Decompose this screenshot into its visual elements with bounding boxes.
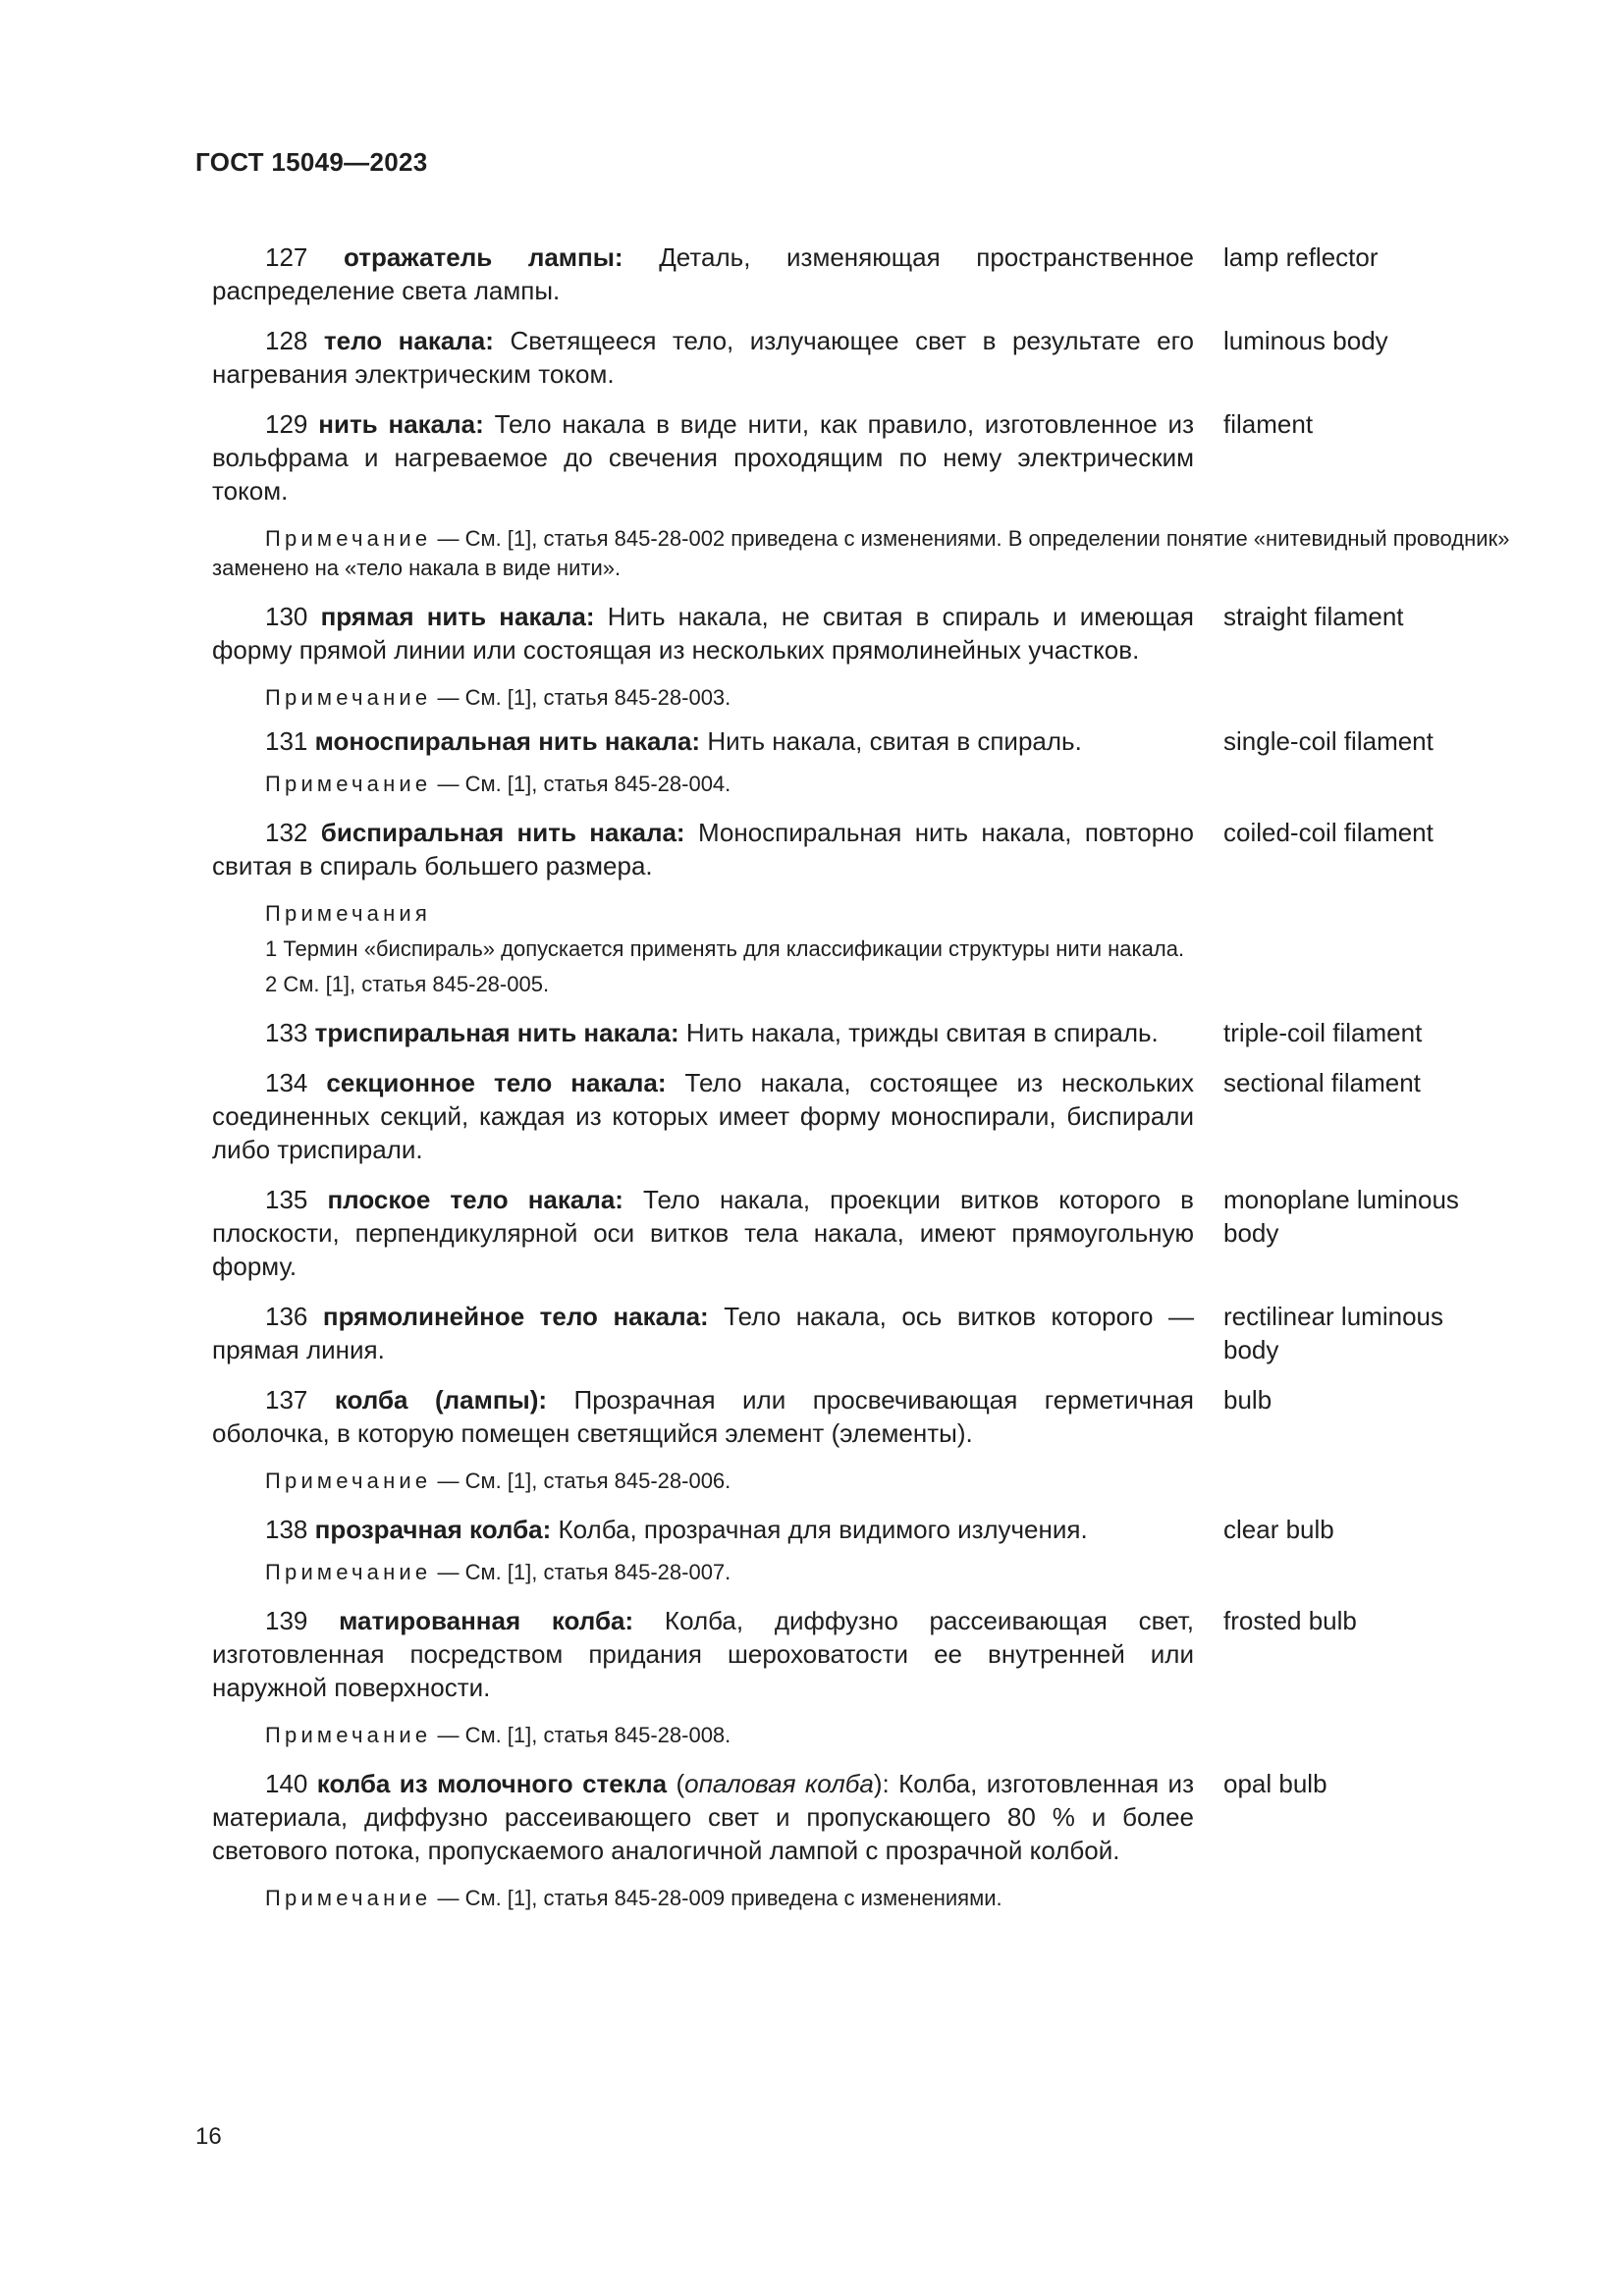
note-label: Примечание	[265, 1560, 432, 1584]
definition-text: Нить накала, трижды свитая в спираль.	[678, 1018, 1159, 1047]
term-number: 132	[265, 818, 308, 847]
term-definition	[212, 816, 1194, 882]
note-text: — См. [1], статья 845-28-008.	[431, 1723, 731, 1747]
note	[212, 1467, 1513, 1496]
term-name: колба из молочного стекла	[316, 1769, 668, 1798]
term-name: тело накала:	[323, 326, 494, 355]
definition-text: Деталь, изменяющая пространственное распределение света лампы.	[212, 242, 1194, 305]
term-definition	[212, 724, 1194, 758]
term-name: плоское тело накала:	[327, 1185, 623, 1214]
note-text: — См. [1], статья 845-28-009 приведена с изменениями.	[431, 1886, 1002, 1910]
term-number: 135	[265, 1185, 308, 1214]
definition-text: Колба, прозрачная для видимого излучения.	[551, 1515, 1088, 1544]
term-entry-134	[212, 1066, 1508, 1166]
term-number: 133	[265, 1018, 308, 1047]
definition-text: Прозрачная или просвечивающая герметичная оболочка, в которую помещен светящийся элемент (элементы).	[212, 1385, 1194, 1448]
note-text: — См. [1], статья 845-28-002 приведена с изменениями. В определении понятие «нитевидный проводник» заменено на «тело накала в виде нити».	[212, 526, 1510, 580]
term-definition	[212, 1183, 1194, 1283]
term-entry-133	[212, 1016, 1508, 1049]
term-definition	[212, 1383, 1194, 1450]
term-name: матированная колба:	[339, 1606, 634, 1635]
definition-text: Тело накала, ось витков которого — прямая линия.	[212, 1302, 1195, 1364]
note-label: Примечание	[265, 1723, 432, 1747]
note-item-2: 2 См. [1], статья 845-28-005.	[265, 972, 550, 996]
term-definition	[212, 324, 1194, 391]
term-definition	[212, 600, 1194, 667]
term-name: прозрачная колба:	[314, 1515, 552, 1544]
term-number: 140	[265, 1769, 308, 1798]
term-definition	[212, 1066, 1194, 1166]
term-entry-136	[212, 1300, 1508, 1366]
term-name: прямолинейное тело накала:	[322, 1302, 709, 1331]
term-number: 134	[265, 1068, 308, 1097]
term-name: прямая нить накала:	[320, 602, 595, 631]
term-entry-130	[212, 600, 1508, 667]
note-text: — См. [1], статья 845-28-007.	[431, 1560, 731, 1584]
document-header: ГОСТ 15049—2023	[195, 147, 428, 177]
term-number: 130	[265, 602, 308, 631]
note	[212, 1558, 1513, 1587]
note-label: Примечание	[265, 685, 432, 710]
alt-term: опаловая колба	[684, 1769, 874, 1798]
english-equivalent: rectilinear luminous body	[1223, 1302, 1443, 1364]
term-definition	[212, 1016, 1194, 1049]
definition-text: Тело накала в виде нити, как правило, изготовленное из вольфрама и нагреваемое до свечения проходящим по нему электрическим током.	[212, 409, 1195, 506]
english-equivalent: luminous body	[1223, 326, 1388, 355]
term-number: 129	[265, 409, 308, 439]
term-number: 131	[265, 726, 308, 756]
term-name: секционное тело накала:	[326, 1068, 667, 1097]
note-text: — См. [1], статья 845-28-003.	[431, 685, 731, 710]
page-number: 16	[195, 2123, 222, 2150]
term-number: 137	[265, 1385, 308, 1415]
term-definition	[212, 1604, 1194, 1704]
term-entry-138	[212, 1513, 1508, 1546]
term-entry-132	[212, 816, 1508, 882]
term-entry-129	[212, 407, 1508, 507]
note-label: Примечание	[265, 1886, 432, 1910]
english-equivalent: frosted bulb	[1223, 1606, 1357, 1635]
term-definition	[212, 1300, 1194, 1366]
term-name: моноспиральная нить накала:	[314, 726, 701, 756]
note-item-1: 1 Термин «биспираль» допускается применять для классификации структуры нити накала.	[265, 936, 1185, 961]
term-entry-139	[212, 1604, 1508, 1704]
note	[212, 770, 1513, 799]
term-name: колба (лампы):	[334, 1385, 548, 1415]
term-definition	[212, 1767, 1194, 1867]
note-text: — См. [1], статья 845-28-006.	[431, 1468, 731, 1493]
term-definition	[212, 407, 1194, 507]
note	[212, 524, 1513, 583]
english-equivalent: single-coil filament	[1223, 726, 1434, 756]
english-equivalent: monoplane luminous body	[1223, 1185, 1459, 1248]
definition-text: Тело накала, проекции витков которого в плоскости, перпендикулярной оси витков тела накала, имеют прямоугольную форму.	[212, 1185, 1194, 1281]
definition-text: Тело накала, состоящее из нескольких соединенных секций, каждая из которых имеет форму моноспирали, биспирали либо триспирали.	[212, 1068, 1194, 1164]
note	[212, 1884, 1513, 1913]
note-label: Примечание	[265, 1468, 432, 1493]
english-equivalent: sectional filament	[1223, 1068, 1421, 1097]
term-name: нить накала:	[318, 409, 484, 439]
english-equivalent: bulb	[1223, 1385, 1272, 1415]
term-number: 128	[265, 326, 308, 355]
definition-text: Нить накала, свитая в спираль.	[700, 726, 1082, 756]
english-equivalent: triple-coil filament	[1223, 1018, 1423, 1047]
term-definition	[212, 240, 1194, 307]
term-entry-140	[212, 1767, 1508, 1867]
term-number: 138	[265, 1515, 308, 1544]
term-entry-127	[212, 240, 1508, 307]
definition-text: Нить накала, не свитая в спираль и имеющая форму прямой линии или состоящая из нескольких прямолинейных участков.	[212, 602, 1195, 665]
term-name: биспиральная нить накала:	[320, 818, 685, 847]
term-entry-137	[212, 1383, 1508, 1450]
english-equivalent: coiled-coil filament	[1223, 818, 1434, 847]
note-label: Примечание	[265, 772, 432, 796]
definition-text: Светящееся тело, излучающее свет в результате его нагревания электрическим током.	[212, 326, 1194, 389]
note-text: — См. [1], статья 845-28-004.	[431, 772, 731, 796]
definition-text: Колба, изготовленная из материала, диффузно рассеивающего свет и пропускающего 80 % и более светового потока, пропускаемого аналогичной лампой с прозрачной колбой.	[212, 1769, 1194, 1865]
english-equivalent: filament	[1223, 409, 1314, 439]
alt-close: ):	[873, 1769, 890, 1798]
term-number: 127	[265, 242, 308, 272]
english-equivalent: straight filament	[1223, 602, 1404, 631]
term-entry-135	[212, 1183, 1508, 1283]
definition-text: Моноспиральная нить накала, повторно свитая в спираль большего размера.	[212, 818, 1194, 881]
definition-text: Колба, диффузно рассеивающая свет, изготовленная посредством придания шероховатости ее внутренней или наружной поверхности.	[212, 1606, 1194, 1702]
term-name: отражатель лампы:	[344, 242, 623, 272]
note	[212, 683, 1513, 713]
term-entry-128	[212, 324, 1508, 391]
alt-open: (	[667, 1769, 685, 1798]
term-number: 136	[265, 1302, 308, 1331]
notes-label: Примечания	[265, 901, 432, 926]
terms-list	[212, 240, 1508, 1913]
term-number: 139	[265, 1606, 308, 1635]
note-label: Примечание	[265, 526, 432, 551]
note	[212, 1721, 1513, 1750]
english-equivalent: clear bulb	[1223, 1515, 1334, 1544]
english-equivalent: opal bulb	[1223, 1769, 1327, 1798]
english-equivalent: lamp reflector	[1223, 242, 1379, 272]
term-name: триспиральная нить накала:	[314, 1018, 679, 1047]
term-entry-131	[212, 724, 1508, 758]
term-definition	[212, 1513, 1194, 1546]
